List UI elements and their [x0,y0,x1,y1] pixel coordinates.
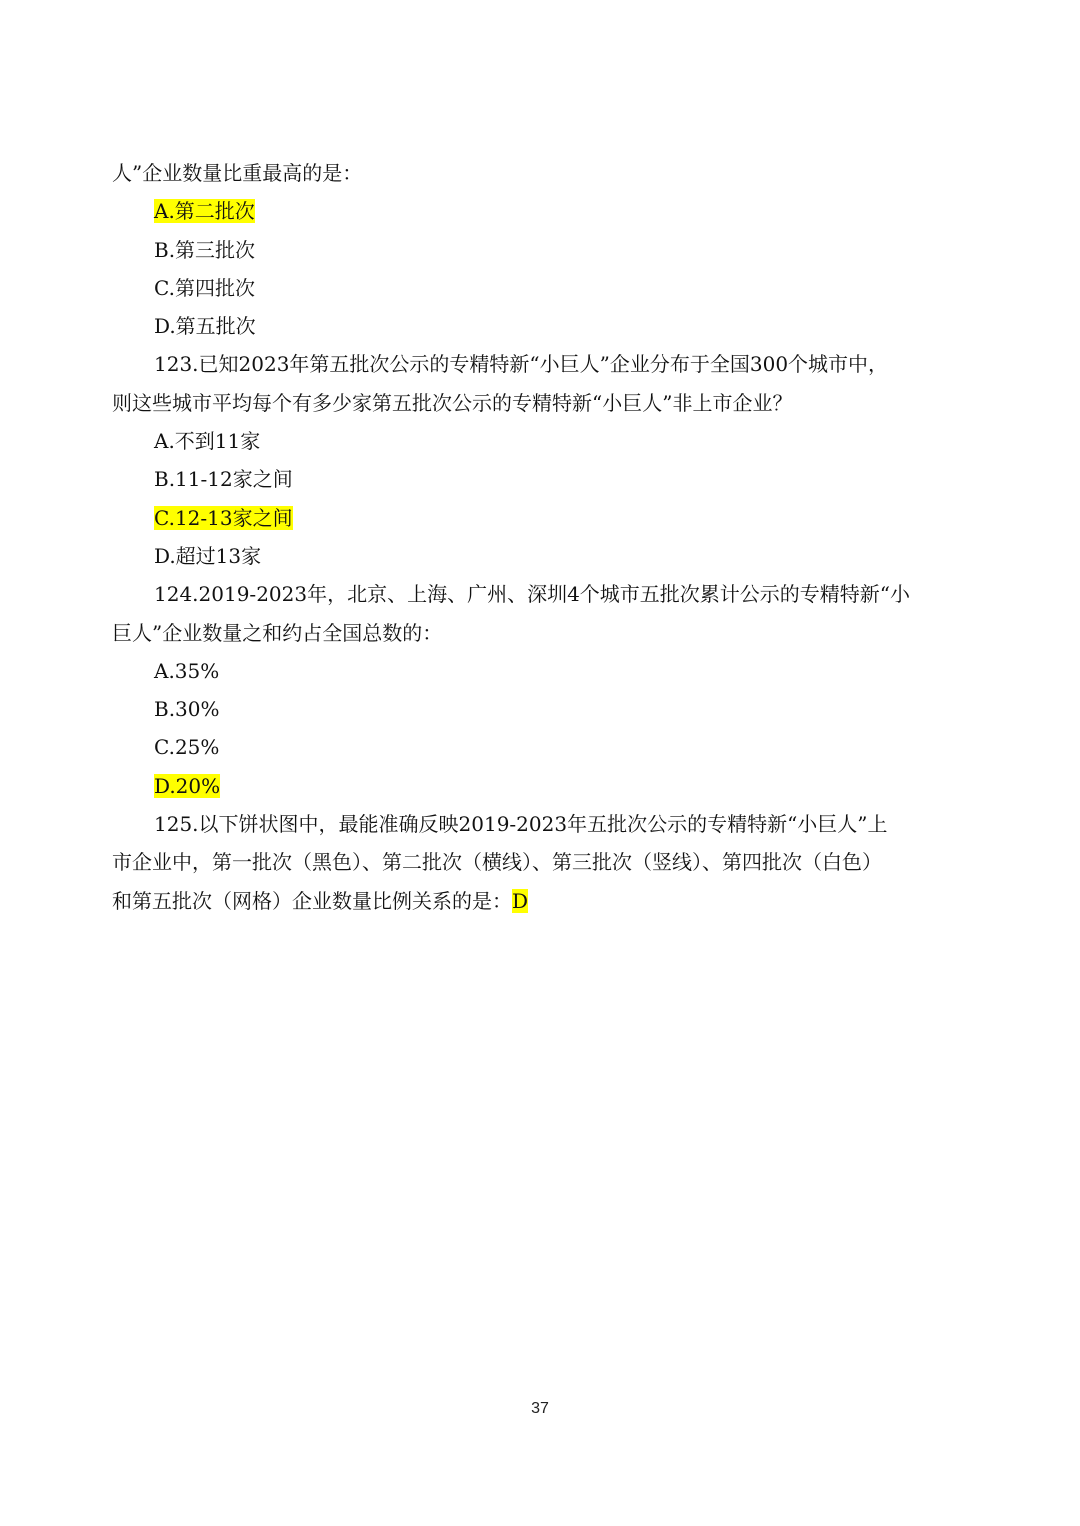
highlighted-answer: D.20% [154,773,221,798]
highlighted-answer: C.12-13家之间 [154,505,293,530]
q122-option-a [112,192,970,230]
q122-stem-tail: 人”企业数量比重最高的是： [112,161,363,185]
q122-option-b: B.第三批次 [154,237,256,262]
q124-stem-line1: 124.2019-2023年，北京、上海、广州、深圳4个城市五批次累计公示的专精特新“小 [154,582,911,607]
q123-stem-line1: 123.已知2023年第五批次公示的专精特新“小巨人”企业分布于全国300个城市中， [154,352,889,377]
q124-option-d [112,767,970,805]
q122-option-c: C.第四批次 [154,275,255,300]
q123-option-d: D.超过13家 [154,543,262,568]
q125-stem-line3 [112,882,970,920]
question-content [112,154,970,920]
q124-stem-line2: 巨人”企业数量之和约占全国总数的： [112,620,443,645]
highlighted-answer: A.第二批次 [154,199,255,224]
page-number: 37 [531,1400,549,1417]
q125-answer: D [512,888,529,913]
q123-option-c [112,499,970,537]
q123-option-b: B.11-12家之间 [154,467,293,492]
q122-option-d: D.第五批次 [154,314,256,339]
q125-stem-line1: 125.以下饼状图中，最能准确反映2019-2023年五批次公示的专精特新“小巨人”上 [154,812,888,837]
q124-option-a: A.35% [154,658,220,683]
q124-option-b: B.30% [154,697,220,722]
q125-stem-line2: 市企业中，第一批次（黑色）、第二批次（横线）、第三批次（竖线）、第四批次（白色） [112,850,882,875]
q123-stem-line2: 则这些城市平均每个有多少家第五批次公示的专精特新“小巨人”非上市企业？ [112,390,793,415]
q125-stem-text: 和第五批次（网格）企业数量比例关系的是： [112,888,512,913]
q124-option-c: C.25% [154,735,220,760]
q123-option-a: A.不到11家 [154,429,261,454]
